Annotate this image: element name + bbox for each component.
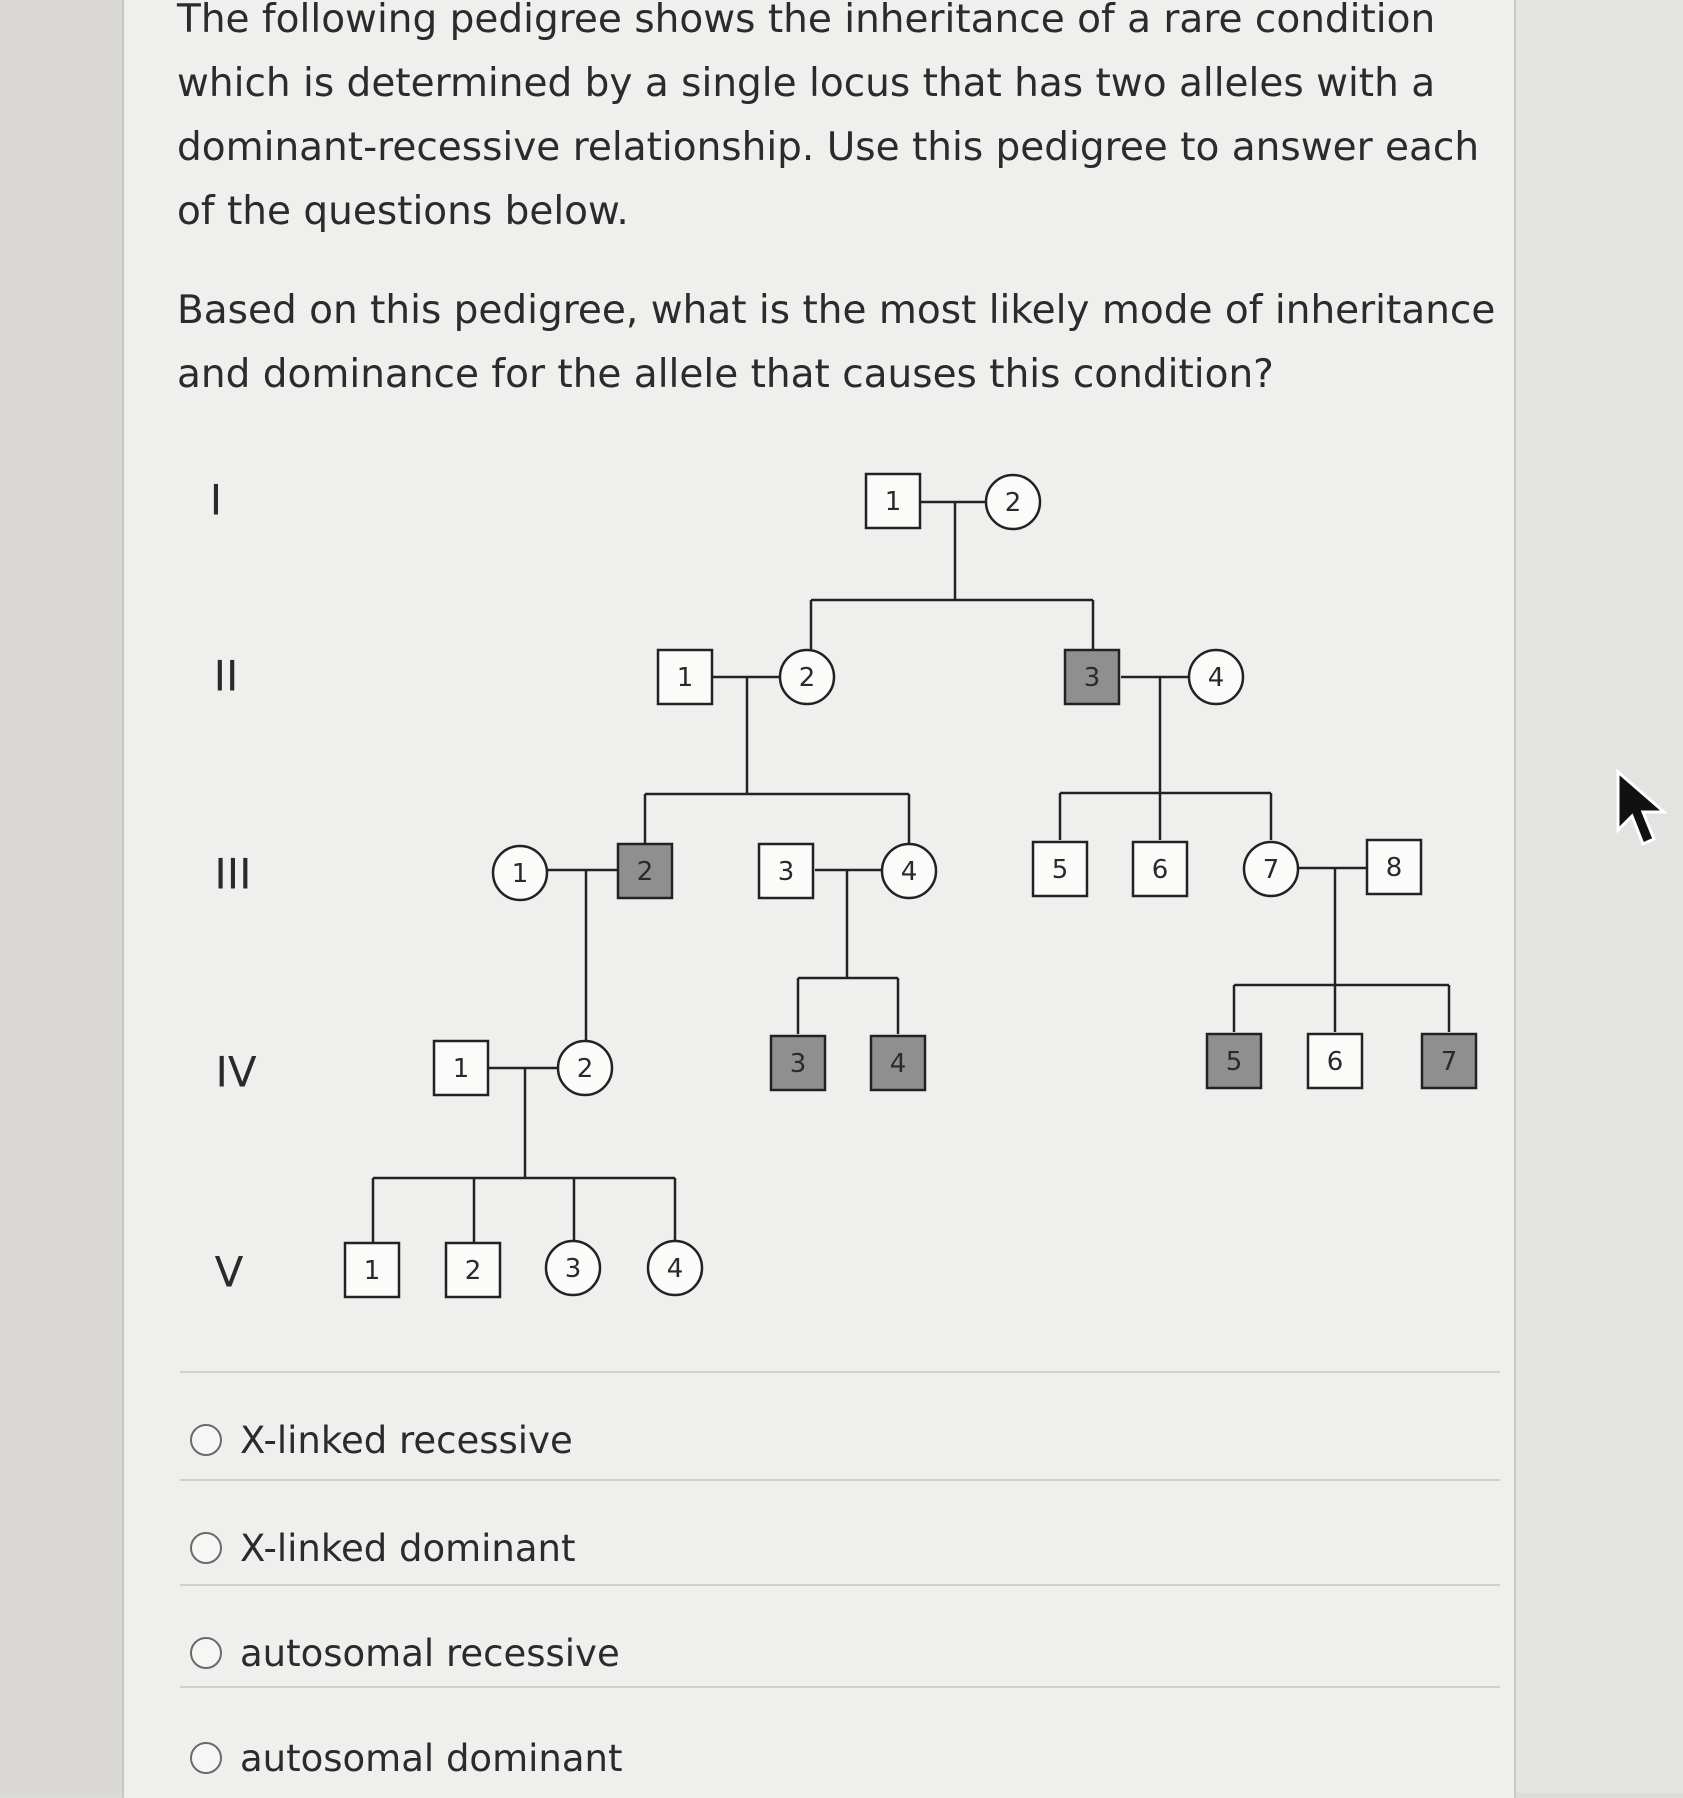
individual-number: 7 xyxy=(1440,1047,1458,1077)
individual-iv-5 xyxy=(1207,1034,1261,1088)
mouse-pointer-icon xyxy=(1612,768,1672,858)
individual-iii-7 xyxy=(1244,842,1298,896)
individual-iv-7 xyxy=(1422,1034,1476,1088)
individual-number: 1 xyxy=(452,1054,470,1084)
option-x-linked-dominant[interactable] xyxy=(190,1518,576,1578)
individual-number: 2 xyxy=(464,1256,482,1286)
generation-label-III: III xyxy=(214,849,252,899)
individual-i-1 xyxy=(866,474,920,528)
individual-number: 6 xyxy=(1151,855,1169,885)
individual-iv-2 xyxy=(558,1041,612,1095)
divider xyxy=(180,1371,1500,1373)
individual-number: 3 xyxy=(777,857,795,887)
option-label: X-linked recessive xyxy=(240,1418,573,1462)
radio-button[interactable] xyxy=(190,1424,222,1456)
individual-number: 7 xyxy=(1262,855,1280,885)
individual-ii-2 xyxy=(780,650,834,704)
individual-iv-4 xyxy=(871,1036,925,1090)
individual-iii-2 xyxy=(618,844,672,898)
individual-iii-3 xyxy=(759,844,813,898)
radio-button[interactable] xyxy=(190,1637,222,1669)
descent-line-IV xyxy=(373,1068,675,1242)
individual-number: 1 xyxy=(884,487,902,517)
individual-number: 4 xyxy=(900,857,918,887)
individual-number: 4 xyxy=(1207,663,1225,693)
individual-number: 4 xyxy=(889,1049,907,1079)
option-label: autosomal dominant xyxy=(240,1736,623,1780)
individual-iii-4 xyxy=(882,844,936,898)
generation-label-I: I xyxy=(209,475,223,525)
individual-number: 2 xyxy=(1004,488,1022,518)
individual-ii-4 xyxy=(1189,650,1243,704)
individual-number: 4 xyxy=(666,1254,684,1284)
option-label: X-linked dominant xyxy=(240,1526,576,1570)
individual-number: 1 xyxy=(511,859,529,889)
individual-ii-1 xyxy=(658,650,712,704)
option-label: autosomal recessive xyxy=(240,1631,620,1675)
divider xyxy=(180,1584,1500,1586)
individual-iii-5 xyxy=(1033,842,1087,896)
generation-label-V: V xyxy=(214,1247,244,1297)
individual-iv-3 xyxy=(771,1036,825,1090)
individual-iv-1 xyxy=(434,1041,488,1095)
individual-number: 3 xyxy=(789,1049,807,1079)
individual-iv-6 xyxy=(1308,1034,1362,1088)
individual-iii-6 xyxy=(1133,842,1187,896)
intro-paragraph: The following pedigree shows the inheritance of a rare condition which is determined by a single locus that has two alleles with a dominant-recessive relationship. Use this pedigree to answer each of the questions below. xyxy=(177,0,1480,234)
individual-number: 2 xyxy=(798,663,816,693)
individual-number: 5 xyxy=(1225,1047,1243,1077)
question-prompt: Based on this pedigree, what is the most likely mode of inheritance and dominance for the allele that causes this condition? xyxy=(177,288,1496,397)
individual-number: 3 xyxy=(564,1254,582,1284)
individual-v-3 xyxy=(546,1241,600,1295)
generation-label-IV: IV xyxy=(215,1047,257,1097)
individual-number: 8 xyxy=(1385,853,1403,883)
radio-button[interactable] xyxy=(190,1742,222,1774)
divider xyxy=(180,1479,1500,1481)
individual-v-2 xyxy=(446,1243,500,1297)
option-autosomal-recessive[interactable] xyxy=(190,1623,620,1683)
individual-ii-3 xyxy=(1065,650,1119,704)
individual-number: 3 xyxy=(1083,663,1101,693)
individual-number: 2 xyxy=(636,857,654,887)
option-autosomal-dominant[interactable] xyxy=(190,1728,622,1788)
individual-number: 1 xyxy=(363,1256,381,1286)
generation-label-II: II xyxy=(213,651,239,701)
option-x-linked-recessive[interactable] xyxy=(190,1410,573,1470)
radio-button[interactable] xyxy=(190,1532,222,1564)
individual-number: 6 xyxy=(1326,1047,1344,1077)
individual-iii-1 xyxy=(493,846,547,900)
individual-number: 1 xyxy=(676,663,694,693)
divider xyxy=(180,1686,1500,1688)
individual-v-1 xyxy=(345,1243,399,1297)
individual-v-4 xyxy=(648,1241,702,1295)
descent-line-I xyxy=(811,502,1093,650)
individual-number: 2 xyxy=(576,1054,594,1084)
individual-number: 5 xyxy=(1051,855,1069,885)
individual-iii-8 xyxy=(1367,840,1421,894)
individual-i-2 xyxy=(986,475,1040,529)
